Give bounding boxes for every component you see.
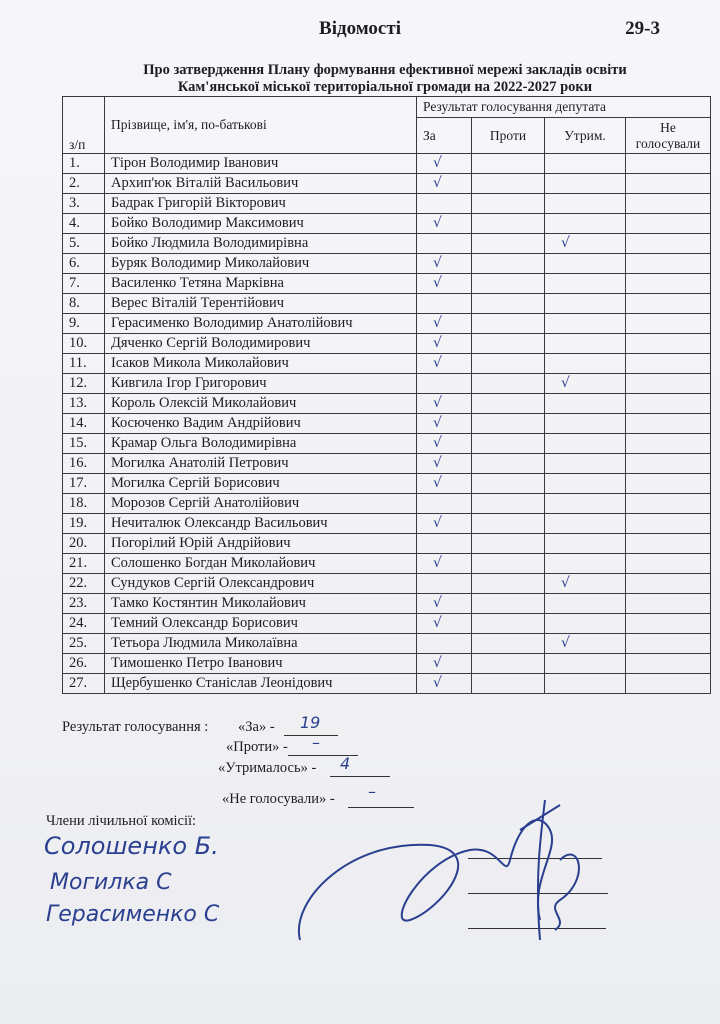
vote-cell-for [417, 434, 472, 454]
checkmark-icon: √ [433, 315, 442, 331]
vote-cell-against [472, 334, 545, 354]
row-number: 11. [63, 354, 105, 374]
vote-cell-against [472, 274, 545, 294]
vote-cell-abstain [545, 314, 626, 334]
vote-cell-for [417, 614, 472, 634]
vote-cell-for [417, 674, 472, 694]
checkmark-icon: √ [561, 235, 570, 251]
row-name: Могилка Сергій Борисович [105, 474, 417, 494]
vote-cell-novote [626, 514, 711, 534]
header-novote [626, 118, 711, 154]
vote-cell-against [472, 234, 545, 254]
row-name: Тимошенко Петро Іванович [105, 654, 417, 674]
vote-cell-novote [626, 194, 711, 214]
vote-cell-abstain [545, 514, 626, 534]
subject-line-1: Про затвердження Плану формування ефективної мережі закладів освіти [143, 62, 627, 78]
row-number: 6. [63, 254, 105, 274]
row-name: Дяченко Сергій Володимирович [105, 334, 417, 354]
table-row [63, 474, 711, 494]
vote-cell-for [417, 214, 472, 234]
vote-cell-for [417, 174, 472, 194]
row-name: Бойко Людмила Володимирівна [105, 234, 417, 254]
vote-cell-against [472, 294, 545, 314]
row-number: 2. [63, 174, 105, 194]
commission-signature-1: Солошенко Б. [44, 832, 219, 860]
row-name: Морозов Сергій Анатолійович [105, 494, 417, 514]
vote-cell-abstain [545, 654, 626, 674]
vote-cell-against [472, 174, 545, 194]
row-name: Король Олексій Миколайович [105, 394, 417, 414]
vote-cell-novote [626, 234, 711, 254]
vote-cell-against [472, 554, 545, 574]
vote-cell-against [472, 414, 545, 434]
row-number: 25. [63, 634, 105, 654]
row-name: Солошенко Богдан Миколайович [105, 554, 417, 574]
row-number: 4. [63, 214, 105, 234]
vote-cell-against [472, 194, 545, 214]
checkmark-icon: √ [433, 255, 442, 271]
vote-cell-for [417, 394, 472, 414]
vote-cell-abstain [545, 674, 626, 694]
header-abstain: Утрим. [545, 118, 626, 154]
vote-cell-for [417, 494, 472, 514]
vote-cell-against [472, 214, 545, 234]
row-name: Верес Віталій Терентійович [105, 294, 417, 314]
table-row [63, 154, 711, 174]
vote-cell-against [472, 634, 545, 654]
checkmark-icon: √ [433, 415, 442, 431]
row-number: 17. [63, 474, 105, 494]
results-novote-label: «Не голосували» - [222, 791, 335, 807]
vote-cell-against [472, 474, 545, 494]
document-number: 29-3 [625, 18, 660, 39]
table-row [63, 454, 711, 474]
vote-cell-abstain [545, 334, 626, 354]
vote-cell-abstain [545, 294, 626, 314]
row-name: Герасименко Володимир Анатолійович [105, 314, 417, 334]
table-row [63, 414, 711, 434]
table-row [63, 174, 711, 194]
subject-line-2: Кам'янської міської територіальної громади на 2022-2027 роки [177, 79, 593, 95]
vote-cell-abstain [545, 214, 626, 234]
row-name: Бойко Володимир Максимович [105, 214, 417, 234]
results-for-label: «За» - [238, 719, 275, 735]
table-row [63, 574, 711, 594]
checkmark-icon: √ [433, 215, 442, 231]
table-row [63, 534, 711, 554]
vote-cell-abstain [545, 494, 626, 514]
vote-cell-for [417, 234, 472, 254]
vote-cell-abstain [545, 594, 626, 614]
row-name: Темний Олександр Борисович [105, 614, 417, 634]
row-name: Сундуков Сергій Олександрович [105, 574, 417, 594]
vote-cell-novote [626, 594, 711, 614]
row-number: 27. [63, 674, 105, 694]
row-name: Тірон Володимир Іванович [105, 154, 417, 174]
vote-cell-against [472, 154, 545, 174]
table-row [63, 554, 711, 574]
checkmark-icon: √ [433, 615, 442, 631]
results-against-label: «Проти» - [226, 739, 288, 755]
row-name: Кивгила Ігор Григорович [105, 374, 417, 394]
vote-cell-novote [626, 274, 711, 294]
row-name: Ісаков Микола Миколайович [105, 354, 417, 374]
table-row [63, 194, 711, 214]
vote-cell-novote [626, 574, 711, 594]
checkmark-icon: √ [433, 595, 442, 611]
row-number: 7. [63, 274, 105, 294]
row-number: 21. [63, 554, 105, 574]
results-abstain-label: «Утрималось» - [218, 760, 317, 776]
table-row [63, 354, 711, 374]
checkmark-icon: √ [433, 515, 442, 531]
vote-cell-abstain [545, 374, 626, 394]
vote-cell-novote [626, 254, 711, 274]
vote-cell-novote [626, 434, 711, 454]
vote-cell-for [417, 534, 472, 554]
vote-cell-novote [626, 674, 711, 694]
vote-cell-against [472, 374, 545, 394]
vote-cell-abstain [545, 534, 626, 554]
vote-cell-novote [626, 174, 711, 194]
vote-cell-abstain [545, 394, 626, 414]
row-name: Архип'юк Віталій Васильович [105, 174, 417, 194]
checkmark-icon: √ [433, 655, 442, 671]
vote-cell-for [417, 474, 472, 494]
row-name: Буряк Володимир Миколайович [105, 254, 417, 274]
checkmark-icon: √ [433, 335, 442, 351]
vote-cell-for [417, 654, 472, 674]
vote-cell-for [417, 634, 472, 654]
vote-cell-against [472, 454, 545, 474]
vote-cell-novote [626, 394, 711, 414]
row-number: 10. [63, 334, 105, 354]
header-name: Прізвище, ім'я, по-батькові [105, 97, 417, 154]
vote-cell-against [472, 354, 545, 374]
header-novote-line2: голосували [635, 135, 701, 151]
checkmark-icon: √ [433, 475, 442, 491]
commission-signature-2: Могилка С [50, 870, 172, 895]
vote-cell-for [417, 154, 472, 174]
row-name: Тетьора Людмила Миколаївна [105, 634, 417, 654]
vote-cell-against [472, 534, 545, 554]
commission-label: Члени лічильної комісії: [46, 813, 197, 829]
vote-cell-abstain [545, 194, 626, 214]
vote-cell-abstain [545, 154, 626, 174]
vote-cell-abstain [545, 274, 626, 294]
results-abstain-value: 4 [340, 754, 351, 773]
row-number: 24. [63, 614, 105, 634]
vote-cell-for [417, 554, 472, 574]
row-name: Нечиталюк Олександр Васильович [105, 514, 417, 534]
vote-cell-for [417, 514, 472, 534]
row-number: 23. [63, 594, 105, 614]
vote-cell-against [472, 514, 545, 534]
vote-cell-abstain [545, 454, 626, 474]
table-row [63, 654, 711, 674]
vote-cell-abstain [545, 254, 626, 274]
row-number: 15. [63, 434, 105, 454]
checkmark-icon: √ [433, 275, 442, 291]
table-row [63, 514, 711, 534]
row-number: 9. [63, 314, 105, 334]
vote-cell-novote [626, 474, 711, 494]
vote-cell-for [417, 334, 472, 354]
vote-cell-novote [626, 634, 711, 654]
table-row [63, 334, 711, 354]
header-number: з/п [63, 97, 105, 154]
checkmark-icon: √ [561, 575, 570, 591]
vote-cell-for [417, 374, 472, 394]
table-row [63, 494, 711, 514]
vote-cell-for [417, 414, 472, 434]
table-row [63, 614, 711, 634]
vote-cell-against [472, 254, 545, 274]
table-row [63, 634, 711, 654]
vote-cell-abstain [545, 174, 626, 194]
table-row [63, 294, 711, 314]
row-number: 13. [63, 394, 105, 414]
row-number: 12. [63, 374, 105, 394]
row-name: Щербушенко Станіслав Леонідович [105, 674, 417, 694]
vote-cell-against [472, 314, 545, 334]
table-row [63, 394, 711, 414]
header-result: Результат голосування депутата [417, 97, 711, 118]
vote-cell-against [472, 674, 545, 694]
checkmark-icon: √ [433, 355, 442, 371]
vote-cell-against [472, 614, 545, 634]
vote-cell-novote [626, 534, 711, 554]
vote-cell-novote [626, 154, 711, 174]
table-row [63, 374, 711, 394]
row-number: 22. [63, 574, 105, 594]
checkmark-icon: √ [433, 175, 442, 191]
results-label: Результат голосування : [62, 719, 209, 735]
table-header-row [63, 97, 711, 118]
vote-cell-abstain [545, 634, 626, 654]
checkmark-icon: √ [433, 675, 442, 691]
results-for-value: 19 [300, 713, 321, 732]
table-row [63, 434, 711, 454]
table-row [63, 674, 711, 694]
vote-cell-for [417, 274, 472, 294]
checkmark-icon: √ [561, 635, 570, 651]
table-row [63, 314, 711, 334]
voting-table [62, 96, 711, 694]
results-abstain-line [330, 776, 390, 777]
vote-cell-abstain [545, 474, 626, 494]
vote-cell-novote [626, 294, 711, 314]
row-name: Василенко Тетяна Марківна [105, 274, 417, 294]
vote-cell-against [472, 394, 545, 414]
table-row [63, 214, 711, 234]
row-number: 16. [63, 454, 105, 474]
vote-cell-abstain [545, 354, 626, 374]
row-number: 1. [63, 154, 105, 174]
vote-cell-for [417, 574, 472, 594]
row-number: 3. [63, 194, 105, 214]
vote-cell-novote [626, 654, 711, 674]
table-row [63, 594, 711, 614]
commission-signature-3: Герасименко С [46, 902, 220, 927]
header-novote-line1: Не [660, 119, 676, 135]
vote-cell-abstain [545, 574, 626, 594]
vote-cell-novote [626, 494, 711, 514]
table-row [63, 274, 711, 294]
checkmark-icon: √ [433, 155, 442, 171]
document-title: Відомості [319, 18, 401, 39]
vote-cell-abstain [545, 614, 626, 634]
results-for-line [284, 735, 338, 736]
vote-cell-abstain [545, 554, 626, 574]
vote-cell-novote [626, 374, 711, 394]
vote-cell-for [417, 294, 472, 314]
vote-cell-novote [626, 214, 711, 234]
header-for: За [417, 118, 472, 154]
row-number: 14. [63, 414, 105, 434]
vote-cell-against [472, 434, 545, 454]
vote-cell-against [472, 494, 545, 514]
vote-cell-against [472, 654, 545, 674]
checkmark-icon: √ [433, 555, 442, 571]
vote-cell-novote [626, 334, 711, 354]
vote-cell-novote [626, 454, 711, 474]
row-name: Могилка Анатолій Петрович [105, 454, 417, 474]
row-number: 5. [63, 234, 105, 254]
row-number: 8. [63, 294, 105, 314]
results-novote-value: – [368, 782, 376, 801]
vote-cell-for [417, 354, 472, 374]
vote-cell-novote [626, 554, 711, 574]
checkmark-icon: √ [433, 435, 442, 451]
row-name: Тамко Костянтин Миколайович [105, 594, 417, 614]
vote-cell-abstain [545, 234, 626, 254]
row-name: Крамар Ольга Володимирівна [105, 434, 417, 454]
subject-heading [0, 62, 720, 96]
signature-scribble [290, 800, 610, 950]
vote-cell-for [417, 254, 472, 274]
row-name: Бадрак Григорій Вікторович [105, 194, 417, 214]
vote-cell-against [472, 594, 545, 614]
table-row [63, 234, 711, 254]
vote-cell-novote [626, 314, 711, 334]
checkmark-icon: √ [561, 375, 570, 391]
row-number: 18. [63, 494, 105, 514]
row-number: 26. [63, 654, 105, 674]
vote-cell-for [417, 594, 472, 614]
vote-cell-against [472, 574, 545, 594]
table-row [63, 254, 711, 274]
row-name: Косюченко Вадим Андрійович [105, 414, 417, 434]
results-against-value: – [312, 733, 320, 752]
vote-cell-abstain [545, 434, 626, 454]
vote-cell-novote [626, 414, 711, 434]
vote-cell-for [417, 314, 472, 334]
checkmark-icon: √ [433, 395, 442, 411]
row-number: 20. [63, 534, 105, 554]
vote-cell-novote [626, 354, 711, 374]
vote-cell-abstain [545, 414, 626, 434]
row-number: 19. [63, 514, 105, 534]
vote-cell-for [417, 454, 472, 474]
row-name: Погорілий Юрій Андрійович [105, 534, 417, 554]
vote-cell-novote [626, 614, 711, 634]
header-against: Проти [472, 118, 545, 154]
checkmark-icon: √ [433, 455, 442, 471]
vote-cell-for [417, 194, 472, 214]
